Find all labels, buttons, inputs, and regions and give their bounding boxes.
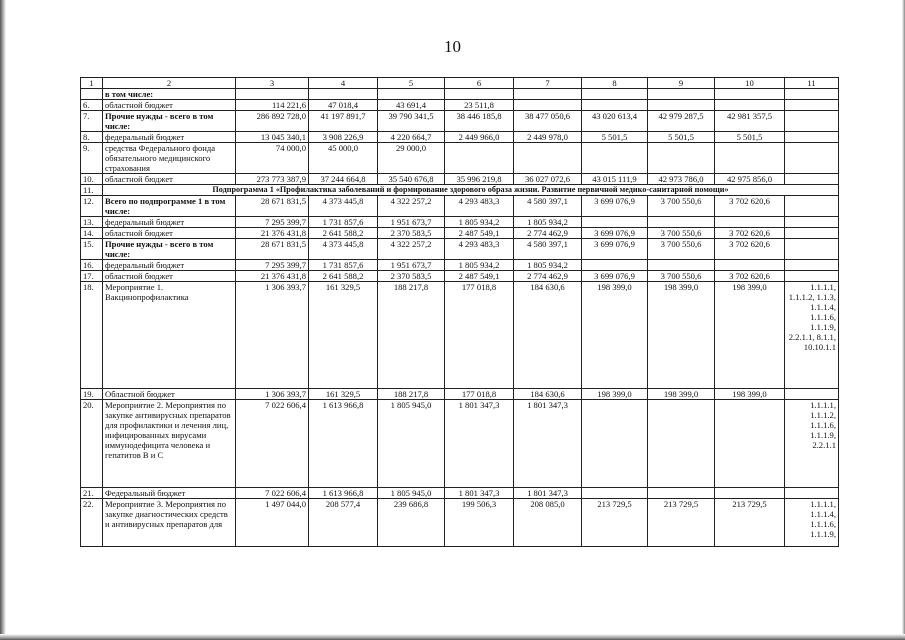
table-row: [81, 100, 839, 111]
budget-table-body: [81, 78, 839, 547]
value-cell: 5 501,5: [582, 132, 648, 143]
row-number: 6.: [81, 100, 103, 111]
value-cell: [715, 143, 785, 174]
indicator-codes: [785, 111, 839, 132]
value-cell: 3 699 076,9: [582, 228, 648, 239]
value-cell: 4 580 397,1: [514, 239, 582, 260]
value-cell: [582, 89, 648, 100]
value-cell: 5 501,5: [648, 132, 715, 143]
value-cell: 29 000,0: [378, 143, 445, 174]
table-row: [81, 185, 839, 196]
value-cell: [648, 143, 715, 174]
table-row: [81, 499, 839, 547]
indicator-codes: [785, 143, 839, 174]
row-number: 16.: [81, 260, 103, 271]
value-cell: [648, 400, 715, 488]
indicator-codes: [785, 389, 839, 400]
value-cell: [648, 488, 715, 499]
value-cell: 3 700 550,6: [648, 196, 715, 217]
value-cell: 213 729,5: [715, 499, 785, 547]
value-cell: [514, 100, 582, 111]
value-cell: 3 702 620,6: [715, 239, 785, 260]
value-cell: 2 641 588,2: [309, 271, 378, 282]
value-cell: 3 699 076,9: [582, 271, 648, 282]
value-cell: 184 630,6: [514, 389, 582, 400]
value-cell: 3 699 076,9: [582, 239, 648, 260]
value-cell: 177 018,8: [445, 282, 514, 389]
table-row: [81, 260, 839, 271]
value-cell: 1 805 945,0: [378, 400, 445, 488]
value-cell: [582, 488, 648, 499]
table-row: [81, 132, 839, 143]
indicator-codes: 1.1.1.1, 1.1.1.2, 1.1.3, 1.1.1.4, 1.1.1.6, 1.1.1.9, 2.2.1.1, 8.1.1, 10.10.1.1: [785, 282, 839, 389]
value-cell: 188 217,8: [378, 282, 445, 389]
row-number: 17.: [81, 271, 103, 282]
column-number-7: 7: [514, 78, 582, 89]
column-number-1: 1: [81, 78, 103, 89]
value-cell: 1 801 347,3: [445, 400, 514, 488]
indicator-codes: [785, 100, 839, 111]
table-row: [81, 228, 839, 239]
value-cell: 198 399,0: [648, 389, 715, 400]
table-row: [81, 239, 839, 260]
column-number-row: [81, 78, 839, 89]
indicator-codes: [785, 196, 839, 217]
value-cell: 161 329,5: [309, 282, 378, 389]
value-cell: 1 951 673,7: [378, 260, 445, 271]
value-cell: 42 973 786,0: [648, 174, 715, 185]
value-cell: [378, 89, 445, 100]
row-number: 19.: [81, 389, 103, 400]
subprogram-title: Подпрограмма 1 «Профилактика заболеваний и формирование здорового образа жизни. Развитие первичной медико-санитарной помощи»: [103, 185, 839, 196]
value-cell: [514, 89, 582, 100]
value-cell: 1 805 934,2: [514, 217, 582, 228]
row-number: [81, 89, 103, 100]
value-cell: 42 979 287,5: [648, 111, 715, 132]
value-cell: [582, 217, 648, 228]
row-label: областной бюджет: [103, 100, 236, 111]
value-cell: 2 774 462,9: [514, 271, 582, 282]
value-cell: 42 981 357,5: [715, 111, 785, 132]
table-row: [81, 389, 839, 400]
table-row: [81, 89, 839, 100]
value-cell: 2 370 583,5: [378, 271, 445, 282]
value-cell: [715, 100, 785, 111]
value-cell: 1 801 347,3: [514, 400, 582, 488]
value-cell: 21 376 431,8: [236, 228, 309, 239]
row-label: Федеральный бюджет: [103, 488, 236, 499]
indicator-codes: [785, 132, 839, 143]
column-number-6: 6: [445, 78, 514, 89]
row-number: 22.: [81, 499, 103, 547]
value-cell: 198 399,0: [715, 389, 785, 400]
row-label: федеральный бюджет: [103, 260, 236, 271]
value-cell: 23 511,8: [445, 100, 514, 111]
value-cell: [648, 100, 715, 111]
value-cell: [445, 89, 514, 100]
value-cell: [715, 400, 785, 488]
indicator-codes: 1.1.1.1, 1.1.1.2, 1.1.1.6, 1.1.1.9, 2.2.1.1: [785, 400, 839, 488]
row-label: федеральный бюджет: [103, 217, 236, 228]
value-cell: 38 477 050,6: [514, 111, 582, 132]
table-row: [81, 400, 839, 488]
value-cell: 39 790 341,5: [378, 111, 445, 132]
indicator-codes: [785, 174, 839, 185]
column-number-3: 3: [236, 78, 309, 89]
value-cell: 43 015 111,9: [582, 174, 648, 185]
value-cell: 7 022 606,4: [236, 400, 309, 488]
value-cell: 5 501,5: [715, 132, 785, 143]
value-cell: [582, 400, 648, 488]
value-cell: 4 322 257,2: [378, 239, 445, 260]
value-cell: 41 197 891,7: [309, 111, 378, 132]
value-cell: 286 892 728,0: [236, 111, 309, 132]
value-cell: [445, 143, 514, 174]
value-cell: 1 306 393,7: [236, 282, 309, 389]
value-cell: 184 630,6: [514, 282, 582, 389]
row-number: 20.: [81, 400, 103, 488]
row-label: в том числе:: [103, 89, 236, 100]
value-cell: 3 699 076,9: [582, 196, 648, 217]
value-cell: 43 691,4: [378, 100, 445, 111]
table-row: [81, 271, 839, 282]
value-cell: 3 702 620,6: [715, 271, 785, 282]
value-cell: 74 000,0: [236, 143, 309, 174]
column-number-4: 4: [309, 78, 378, 89]
value-cell: 4 322 257,2: [378, 196, 445, 217]
row-label: Мероприятие 2. Мероприятия по закупке антивирусных препаратов для профилактики и лечения лиц, инфицированных вирусами иммунодефицита человека и гепатитов В и С: [103, 400, 236, 488]
row-label: Прочие нужды - всего в том числе:: [103, 239, 236, 260]
value-cell: 1 805 934,2: [445, 217, 514, 228]
value-cell: 7 295 399,7: [236, 217, 309, 228]
row-label: областной бюджет: [103, 174, 236, 185]
indicator-codes: [785, 239, 839, 260]
table-row: [81, 174, 839, 185]
indicator-codes: [785, 228, 839, 239]
value-cell: 199 506,3: [445, 499, 514, 547]
row-number: 8.: [81, 132, 103, 143]
value-cell: 2 487 549,1: [445, 228, 514, 239]
value-cell: 177 018,8: [445, 389, 514, 400]
value-cell: 1 951 673,7: [378, 217, 445, 228]
value-cell: [715, 89, 785, 100]
value-cell: 2 449 978,0: [514, 132, 582, 143]
value-cell: 4 220 664,7: [378, 132, 445, 143]
value-cell: 4 293 483,3: [445, 196, 514, 217]
value-cell: [309, 89, 378, 100]
value-cell: 2 487 549,1: [445, 271, 514, 282]
value-cell: 1 801 347,3: [514, 488, 582, 499]
page-number: 10: [444, 37, 461, 56]
row-number: 9.: [81, 143, 103, 174]
row-label: Мероприятие 3. Мероприятия по закупке диагностических средств и антивирусных препаратов для: [103, 499, 236, 547]
value-cell: 4 293 483,3: [445, 239, 514, 260]
value-cell: [582, 260, 648, 271]
value-cell: [715, 260, 785, 271]
value-cell: 3 702 620,6: [715, 228, 785, 239]
row-label: Прочие нужды - всего в том числе:: [103, 111, 236, 132]
budget-table: [80, 77, 839, 547]
value-cell: 38 446 185,8: [445, 111, 514, 132]
column-number-11: 11: [785, 78, 839, 89]
value-cell: 198 399,0: [582, 282, 648, 389]
value-cell: 208 577,4: [309, 499, 378, 547]
value-cell: 13 045 340,1: [236, 132, 309, 143]
value-cell: 1 805 934,2: [445, 260, 514, 271]
value-cell: 1 805 945,0: [378, 488, 445, 499]
value-cell: 1 613 966,8: [309, 400, 378, 488]
value-cell: 28 671 831,5: [236, 239, 309, 260]
value-cell: 3 908 226,9: [309, 132, 378, 143]
table-row: [81, 111, 839, 132]
value-cell: [582, 100, 648, 111]
value-cell: 198 399,0: [648, 282, 715, 389]
scan-edge-left: [0, 0, 6, 640]
column-number-9: 9: [648, 78, 715, 89]
row-number: 10.: [81, 174, 103, 185]
indicator-codes: 1.1.1.1, 1.1.1.4, 1.1.1.6, 1.1.1.9,: [785, 499, 839, 547]
indicator-codes: [785, 217, 839, 228]
value-cell: 21 376 431,8: [236, 271, 309, 282]
value-cell: 1 306 393,7: [236, 389, 309, 400]
value-cell: [236, 89, 309, 100]
row-label: областной бюджет: [103, 228, 236, 239]
value-cell: 7 022 606,4: [236, 488, 309, 499]
row-number: 18.: [81, 282, 103, 389]
value-cell: 4 373 445,8: [309, 196, 378, 217]
table-row: [81, 196, 839, 217]
value-cell: 7 295 399,7: [236, 260, 309, 271]
value-cell: 188 217,8: [378, 389, 445, 400]
row-number: 12.: [81, 196, 103, 217]
value-cell: 36 027 072,6: [514, 174, 582, 185]
value-cell: 35 996 219,8: [445, 174, 514, 185]
value-cell: 1 613 966,8: [309, 488, 378, 499]
table-row: [81, 488, 839, 499]
value-cell: 1 731 857,6: [309, 260, 378, 271]
value-cell: 3 702 620,6: [715, 196, 785, 217]
value-cell: [648, 217, 715, 228]
value-cell: 114 221,6: [236, 100, 309, 111]
value-cell: 1 731 857,6: [309, 217, 378, 228]
value-cell: 2 370 583,5: [378, 228, 445, 239]
value-cell: 198 399,0: [582, 389, 648, 400]
value-cell: 1 497 044,0: [236, 499, 309, 547]
row-number: 21.: [81, 488, 103, 499]
table-row: [81, 217, 839, 228]
value-cell: 4 580 397,1: [514, 196, 582, 217]
value-cell: [582, 143, 648, 174]
row-label: Всего по подпрограмме 1 в том числе:: [103, 196, 236, 217]
value-cell: 208 085,0: [514, 499, 582, 547]
table-row: [81, 143, 839, 174]
row-number: 7.: [81, 111, 103, 132]
column-number-10: 10: [715, 78, 785, 89]
value-cell: [648, 89, 715, 100]
value-cell: 42 975 856,0: [715, 174, 785, 185]
row-label: областной бюджет: [103, 271, 236, 282]
indicator-codes: [785, 260, 839, 271]
value-cell: 43 020 613,4: [582, 111, 648, 132]
indicator-codes: [785, 89, 839, 100]
row-number: 14.: [81, 228, 103, 239]
row-label: федеральный бюджет: [103, 132, 236, 143]
row-label: Областной бюджет: [103, 389, 236, 400]
table-row: [81, 282, 839, 389]
value-cell: 213 729,5: [582, 499, 648, 547]
value-cell: 3 700 550,6: [648, 271, 715, 282]
column-number-8: 8: [582, 78, 648, 89]
row-label: Мероприятие 1. Вакцинопрофилактика: [103, 282, 236, 389]
value-cell: 198 399,0: [715, 282, 785, 389]
value-cell: 239 686,8: [378, 499, 445, 547]
indicator-codes: [785, 271, 839, 282]
value-cell: 2 449 966,0: [445, 132, 514, 143]
value-cell: 3 700 550,6: [648, 239, 715, 260]
row-label: средства Федерального фонда обязательного медицинского страхования: [103, 143, 236, 174]
row-number: 15.: [81, 239, 103, 260]
value-cell: 3 700 550,6: [648, 228, 715, 239]
value-cell: 28 671 831,5: [236, 196, 309, 217]
value-cell: [648, 260, 715, 271]
value-cell: 45 000,0: [309, 143, 378, 174]
value-cell: 37 244 664,8: [309, 174, 378, 185]
value-cell: 1 805 934,2: [514, 260, 582, 271]
indicator-codes: [785, 488, 839, 499]
column-number-5: 5: [378, 78, 445, 89]
value-cell: 161 329,5: [309, 389, 378, 400]
value-cell: [514, 143, 582, 174]
value-cell: 2 774 462,9: [514, 228, 582, 239]
value-cell: 273 773 387,9: [236, 174, 309, 185]
value-cell: 213 729,5: [648, 499, 715, 547]
value-cell: 1 801 347,3: [445, 488, 514, 499]
value-cell: [715, 217, 785, 228]
column-number-2: 2: [103, 78, 236, 89]
value-cell: 35 540 676,8: [378, 174, 445, 185]
value-cell: 2 641 588,2: [309, 228, 378, 239]
row-number: 11.: [81, 185, 103, 196]
value-cell: 4 373 445,8: [309, 239, 378, 260]
row-number: 13.: [81, 217, 103, 228]
scan-edge-bottom: [0, 634, 905, 640]
value-cell: 47 018,4: [309, 100, 378, 111]
value-cell: [715, 488, 785, 499]
